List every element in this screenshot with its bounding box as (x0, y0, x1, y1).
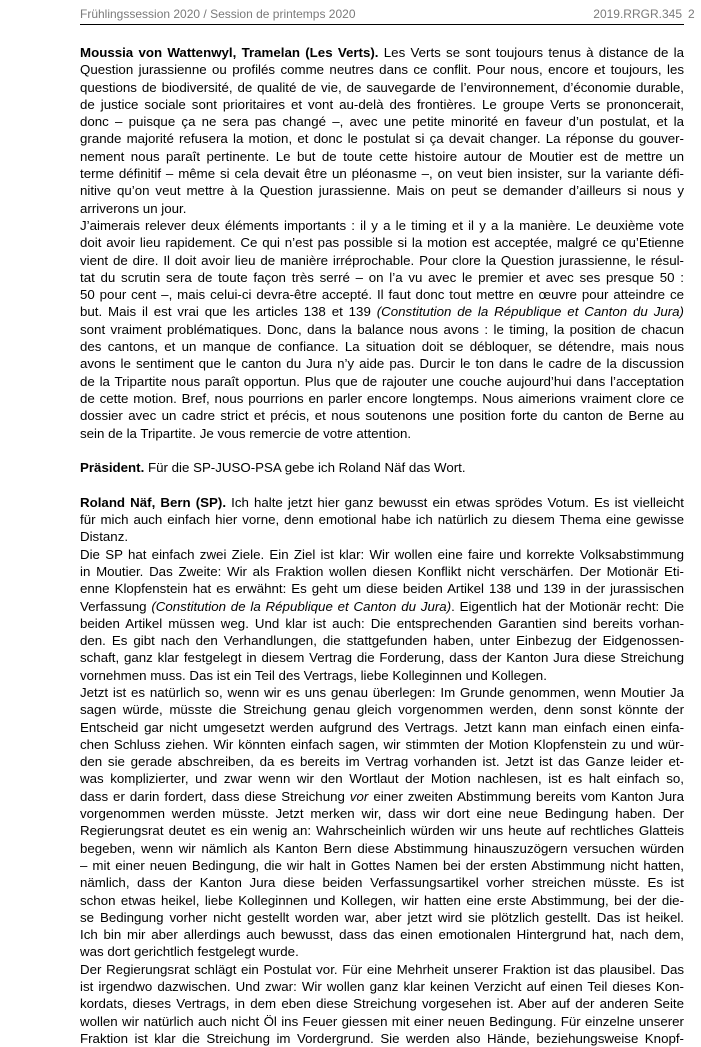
emphasis: vor (349, 788, 369, 804)
citation: (Constitution de la République et Canton du Jura) (151, 598, 452, 614)
speech-paragraph: J’aimerais relever deux éléments importants : il y a le timing et il y a la manière. Le deuxième vote doit avoir lieu rapidement. Ce qui n’est pas possible si la motion est acceptée, malgré ce qu’Etienne vient de dire. Il doit avoir lieu de manière irréprochable. Pour clore la Question jurassienne, le résul- tat du scrutin sera de toute façon très serré – on l’a vu avec le premier et avec ses presque 50 : 50 pour cent –, mais celui-ci devra-être accepté. Il faut donc tout mettre en œuvre pour atteindre ce but. Mais il est vrai que les articles 138 et 139 (Constitution de la République et Canton du Jura) sont vraiment problématiques. Donc, dans la balance nous avons : le timing, la position de chacun des cantons, et un manque de confiance. La situation doit se débloquer, se détendre, mais nous avons le sentiment que le canton du Jura n’y aide pas. Durcir le ton dans le cadre de la discussion de la Tripartite nous paraît opportun. Plus que de rajouter une couche aujourd’hui dans l’acceptation de cette motion. Bref, nous pourrions en parler encore longtemps. Nous aimerions vraiment clore ce dossier avec un cadre strict et précis, et nous soutenons une position forte du canton de Berne au sein de la Tripartite. Je vous remercie de votre attention. (80, 217, 684, 441)
speech-paragraph: Roland Näf, Bern (SP). Ich halte jetzt hier ganz bewusst ein etwas sprödes Votum. Es ist vielleicht für mich auch einfach hier vorne, denn emotional habe ich natürlich zu diesem Thema eine gewisse Distanz. (80, 494, 684, 545)
speaker-name: Moussia von Wattenwyl, Tramelan (Les Verts). (80, 45, 379, 60)
speech-paragraph: Die SP hat einfach zwei Ziele. Ein Ziel ist klar: Wir wollen eine faire und korrekte Volksabstimmung in Moutier. Das Zweite: Wir als Fraktion wollen diesen Konflikt nicht verschärfen. Der Motionär Eti- enne Klopfenstein hat es erwähnt: Es geht um diese beiden Artikel 138 und 139 in der jurassischen Verfassung (Constitution de la République et Canton du Jura). Eigentlich hat der Motionär recht: Die beiden Artikel müssen weg. Und klar ist auch: Die entsprechenden Garantien sind bereits vorhan- den. Es gibt nach den Verhandlungen, die stattgefunden haben, unter Einbezug der Eidgenossen- schaft, ganz klar festgelegt in diesem Vertrag die Forderung, dass der Kanton Jura diese Streichung vornehmen muss. Das ist ein Teil des Vertrags, liebe Kolleginnen und Kollegen. (80, 546, 684, 683)
page-number: 2 (688, 7, 695, 21)
speech-paragraph: Moussia von Wattenwyl, Tramelan (Les Verts). Les Verts se sont toujours tenus à distance de la Question jurassienne ou profilés comme neutres dans ce conflit. Pour nous, encore et toujours, les questions de biodiversité, de qualité de vie, de sauvegarde de l’environnement, d’économie durable, de justice sociale sont prioritaires et vont au-delà des frontières. Le groupe Verts se prononcerait, donc – puisque ça ne sera pas changé –, avec une petite minorité en faveur d’un postulat, et la grande majorité refusera la motion, et donc le postulat si ça devait changer. La réponse du gouver- nement nous paraît pertinente. Le but de toute cette histoire autour de Moutier est de mettre un terme définitif – même si cela devait être un pléonasme –, on veut bien insister, sur la variante défi- nitive qu’on veut mettre à la Question jurassienne. Mais on peut se demander d’ailleurs si nous y arriverons un jour. (80, 45, 684, 216)
speech-paragraph: Jetzt ist es natürlich so, wenn wir es uns genau überlegen: Im Grunde genommen, wenn Moutier Ja sagen würde, müsste die Streichung genau gleich vorgenommen werden, denn sonst könnte der Entscheid gar nicht umgesetzt werden aufgrund des Vertrags. Jetzt kann man einfach einen einfa- chen Schluss ziehen. Wir könnten einfach sagen, wir stimmten der Motion Klopfenstein zu und wür- den sie gerade abschreiben, da es bereits im Vertrag vorhanden ist. Jetzt ist das Ganze leider et- was komplizierter, und zwar wenn wir den Wortlaut der Motion nachlesen, ist es halt einfach so, dass er darin fordert, dass diese Streichung vor einer zweiten Abstimmung bereits vom Kanton Jura vorgenommen werden müsste. Jetzt merken wir, dass wir dort eine neue Bedingung haben. Der Regierungsrat deutet es ein wenig an: Wahrscheinlich würden wir uns heute auf rechtliches Glatteis begeben, wenn wir nämlich als Kanton Bern diese Abstimmung hinauszuzögern versuchen würden – mit einer neuen Bedingung, die wir halt in Gottes Namen bei der ersten Abstimmung nicht hatten, nämlich, dass der Kanton Jura diese beiden Verfassungsartikel vorher streichen müsste. Es ist schon etwas heikel, liebe Kolleginnen und Kollegen, wir hatten eine erste Abstimmung, bei der die- se Bedingung vorher nicht gestellt worden war, aber jetzt wird sie plötzlich gestellt. Das ist heikel. Ich bin mir aber allerdings auch bewusst, dass das einen emotionalen Hintergrund hat, nach dem, was dort gerichtlich festgelegt wurde. (80, 684, 685, 960)
document-reference: 2019.RRGR.345 (593, 7, 682, 21)
running-header (80, 4, 684, 25)
citation: (Constitution de la République et Canton du Jura) (376, 304, 684, 320)
document-body (80, 44, 684, 1047)
speaker-name: Präsident. (80, 460, 145, 476)
speech-paragraph: Der Regierungsrat schlägt ein Postulat vor. Für eine Mehrheit unserer Fraktion ist das plausibel. Das ist irgendwo dazwischen. Und zwar: Wir wollen ganz klar keinen Verzicht auf einen Teil dieses Kon- kordats, dieses Vertrags, in dem eben diese Streichung vorgesehen ist. Aber auf der anderen Seite wollen wir natürlich auch nicht Öl ins Feuer giessen mit einer neuen Bedingung. Für einzelne unserer Fraktion ist klar die Streichung im Vordergrund. Sie werden also Hände, beziehungsweise Knopf- (80, 961, 684, 1046)
session-title: Frühlingssession 2020 / Session de printemps 2020 (80, 7, 356, 21)
speaker-name: Roland Näf, Bern (SP). (80, 494, 227, 510)
speech-paragraph: Präsident. Für die SP-JUSO-PSA gebe ich Roland Näf das Wort. (80, 460, 466, 476)
